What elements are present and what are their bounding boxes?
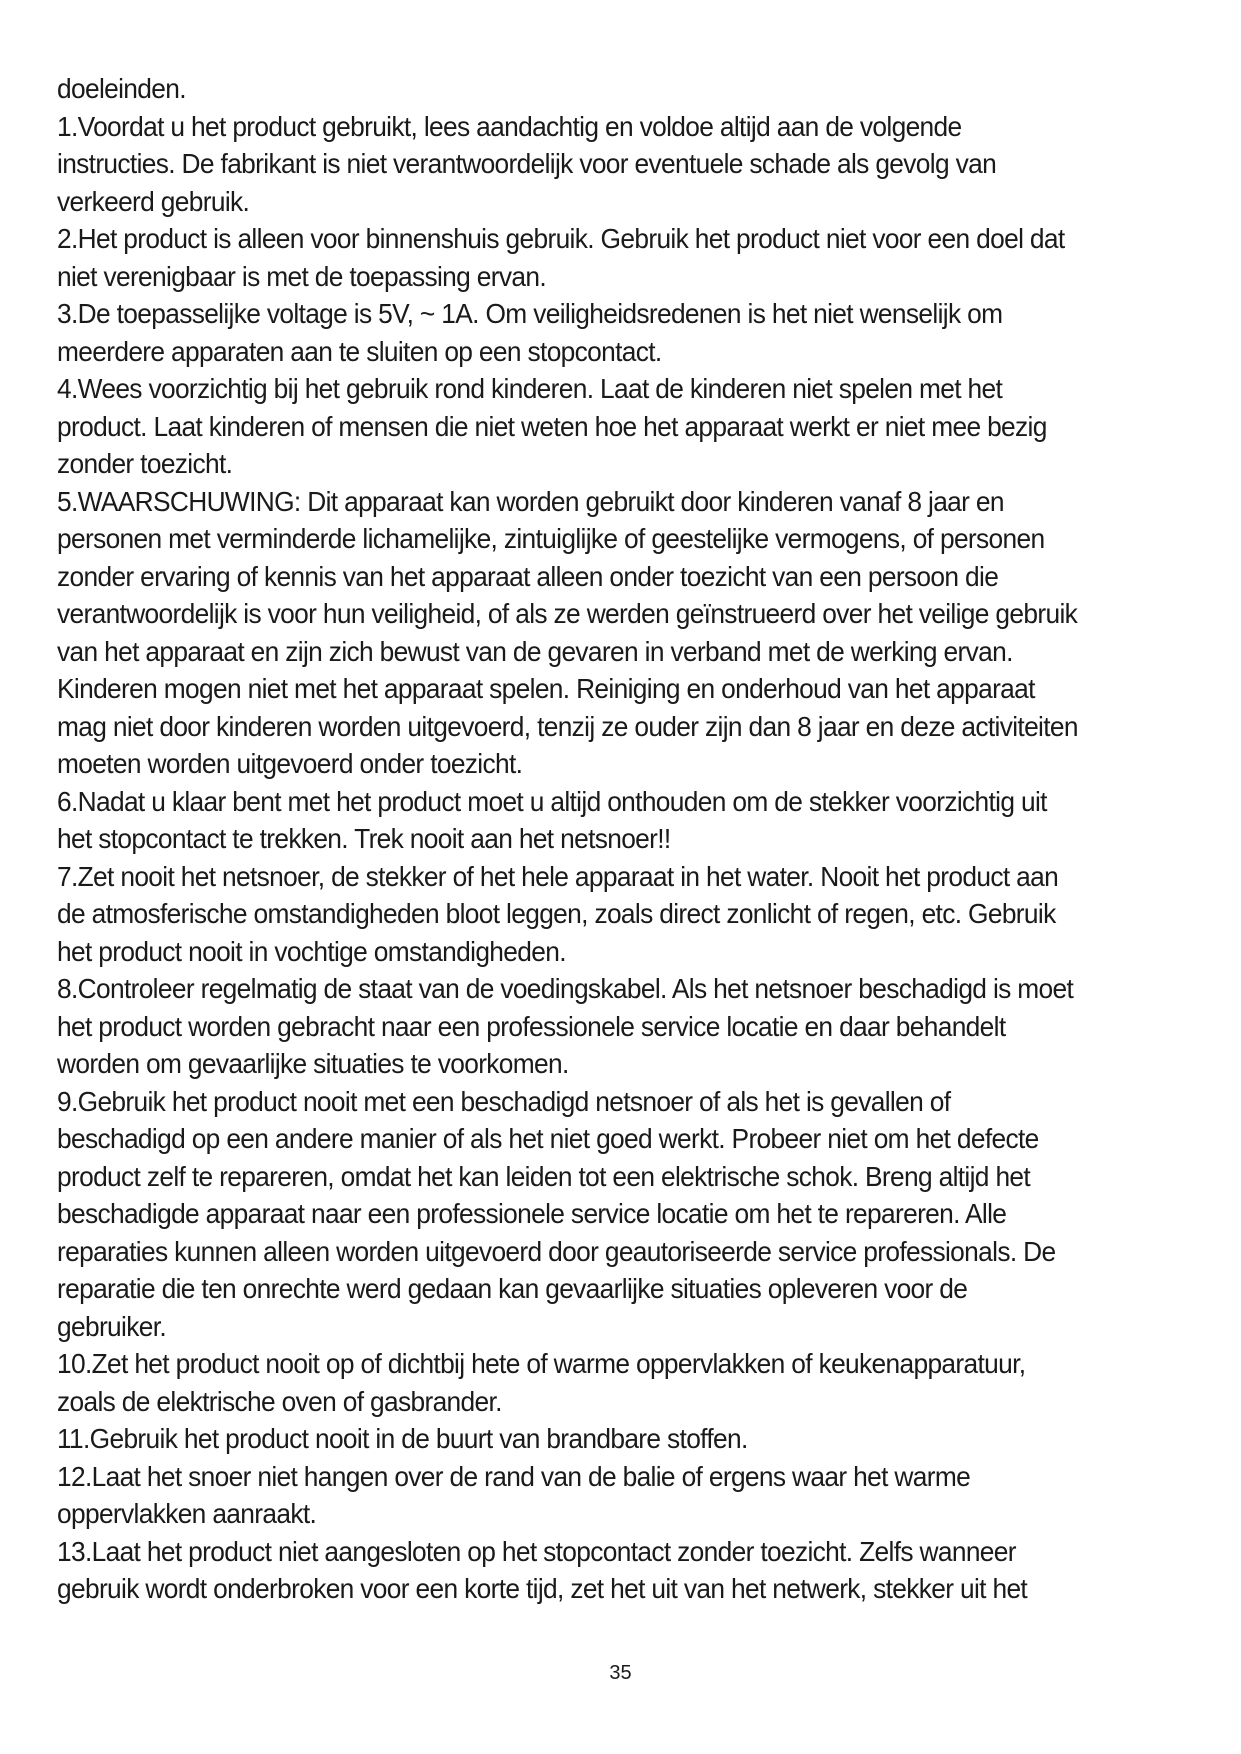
- instruction-paragraph: [57, 1083, 1185, 1346]
- text-line: 2.Het product is alleen voor binnenshuis gebruik. Gebruik het product niet voor een doel dat: [57, 223, 1065, 254]
- text-line: de atmosferische omstandigheden bloot leggen, zoals direct zonlicht of regen, etc. Gebruik: [57, 898, 1056, 929]
- text-line: product zelf te repareren, omdat het kan leiden tot een elektrische schok. Breng altijd het: [57, 1160, 1031, 1192]
- instruction-paragraph: [57, 220, 1185, 295]
- text-line: personen met verminderde lichamelijke, zintuiglijke of geestelijke vermogens, of personen: [57, 523, 1045, 554]
- text-line: beschadigde apparaat naar een professionele service locatie om het te repareren. Alle: [57, 1198, 1007, 1229]
- text-line: zonder ervaring of kennis van het apparaat alleen onder toezicht van een persoon die: [57, 560, 999, 592]
- text-line: worden om gevaarlijke situaties te voorkomen.: [57, 1048, 569, 1079]
- instruction-paragraph: [57, 483, 1185, 783]
- text-line: 12.Laat het snoer niet hangen over de rand van de balie of ergens waar het warme: [57, 1460, 971, 1492]
- text-line: 8.Controleer regelmatig de staat van de voedingskabel. Als het netsnoer beschadigd is moet: [57, 973, 1074, 1004]
- text-line: 5.WAARSCHUWING: Dit apparaat kan worden gebruikt door kinderen vanaf 8 jaar en: [57, 485, 1004, 517]
- text-line: 4.Wees voorzichtig bij het gebruik rond kinderen. Laat de kinderen niet spelen met het: [57, 373, 1003, 404]
- text-line: mag niet door kinderen worden uitgevoerd, tenzij ze ouder zijn dan 8 jaar en deze activiteiten: [57, 710, 1078, 742]
- instruction-paragraph: [57, 858, 1185, 971]
- text-line: instructies. De fabrikant is niet verantwoordelijk voor eventuele schade als gevolg van: [57, 148, 997, 179]
- text-line: reparaties kunnen alleen worden uitgevoerd door geautoriseerde service professionals. De: [57, 1235, 1056, 1267]
- text-line: verantwoordelijk is voor hun veiligheid, of als ze werden geïnstrueerd over het veilige gebruik: [57, 598, 1078, 629]
- instruction-paragraph: [57, 1458, 1185, 1533]
- text-line: 13.Laat het product niet aangesloten op het stopcontact zonder toezicht. Zelfs wanneer: [57, 1535, 1016, 1567]
- text-line: reparatie die ten onrechte werd gedaan kan gevaarlijke situaties opleveren voor de: [57, 1273, 968, 1304]
- instruction-paragraph: [57, 783, 1185, 858]
- text-line: gebruik wordt onderbroken voor een korte tijd, zet het uit van het netwerk, stekker uit het: [57, 1573, 1028, 1604]
- text-line: 1.Voordat u het product gebruikt, lees aandachtig en voldoe altijd aan de volgende: [57, 110, 962, 142]
- instruction-paragraph: [57, 108, 1185, 221]
- instruction-paragraph: [57, 70, 1185, 108]
- text-line: 11.Gebruik het product nooit in de buurt van brandbare stoffen.: [57, 1423, 748, 1454]
- instruction-paragraph: [57, 295, 1185, 370]
- document-body: [57, 70, 1185, 1608]
- text-line: het stopcontact te trekken. Trek nooit aan het netsnoer!!: [57, 823, 671, 854]
- instruction-paragraph: [57, 370, 1185, 483]
- text-line: Kinderen mogen niet met het apparaat spelen. Reiniging en onderhoud van het apparaat: [57, 673, 1035, 704]
- text-line: verkeerd gebruik.: [57, 185, 250, 217]
- text-line: van het apparaat en zijn zich bewust van de gevaren in verband met de werking ervan.: [57, 635, 1013, 667]
- text-line: het product nooit in vochtige omstandigheden.: [57, 935, 566, 967]
- text-line: 6.Nadat u klaar bent met het product moet u altijd onthouden om de stekker voorzichtig uit: [57, 785, 1047, 817]
- page-number: 35: [609, 1662, 632, 1684]
- text-line: beschadigd op een andere manier of als het niet goed werkt. Probeer niet om het defecte: [57, 1123, 1039, 1154]
- instruction-paragraph: [57, 1533, 1185, 1608]
- instruction-paragraph: [57, 1345, 1185, 1420]
- text-line: gebruiker.: [57, 1310, 167, 1342]
- text-line: zonder toezicht.: [57, 448, 233, 479]
- text-line: doeleinden.: [57, 73, 186, 104]
- text-line: zoals de elektrische oven of gasbrander.: [57, 1385, 502, 1417]
- text-line: oppervlakken aanraakt.: [57, 1498, 317, 1529]
- text-line: meerdere apparaten aan te sluiten op een stopcontact.: [57, 335, 662, 367]
- instruction-paragraph: [57, 1420, 1185, 1458]
- text-line: 10.Zet het product nooit op of dichtbij hete of warme oppervlakken of keukenapparatuur,: [57, 1348, 1026, 1379]
- text-line: product. Laat kinderen of mensen die niet weten hoe het apparaat werkt er niet mee bezig: [57, 410, 1047, 442]
- text-line: 9.Gebruik het product nooit met een beschadigd netsnoer of als het is gevallen of: [57, 1085, 951, 1117]
- text-line: niet verenigbaar is met de toepassing ervan.: [57, 260, 546, 292]
- text-line: het product worden gebracht naar een professionele service locatie en daar behandelt: [57, 1010, 1006, 1042]
- text-line: 7.Zet nooit het netsnoer, de stekker of het hele apparaat in het water. Nooit het product aan: [57, 860, 1059, 892]
- text-line: moeten worden uitgevoerd onder toezicht.: [57, 748, 523, 779]
- text-line: 3.De toepasselijke voltage is 5V, ~ 1A. Om veiligheidsredenen is het niet wenselijk om: [57, 298, 1003, 329]
- instruction-paragraph: [57, 970, 1185, 1083]
